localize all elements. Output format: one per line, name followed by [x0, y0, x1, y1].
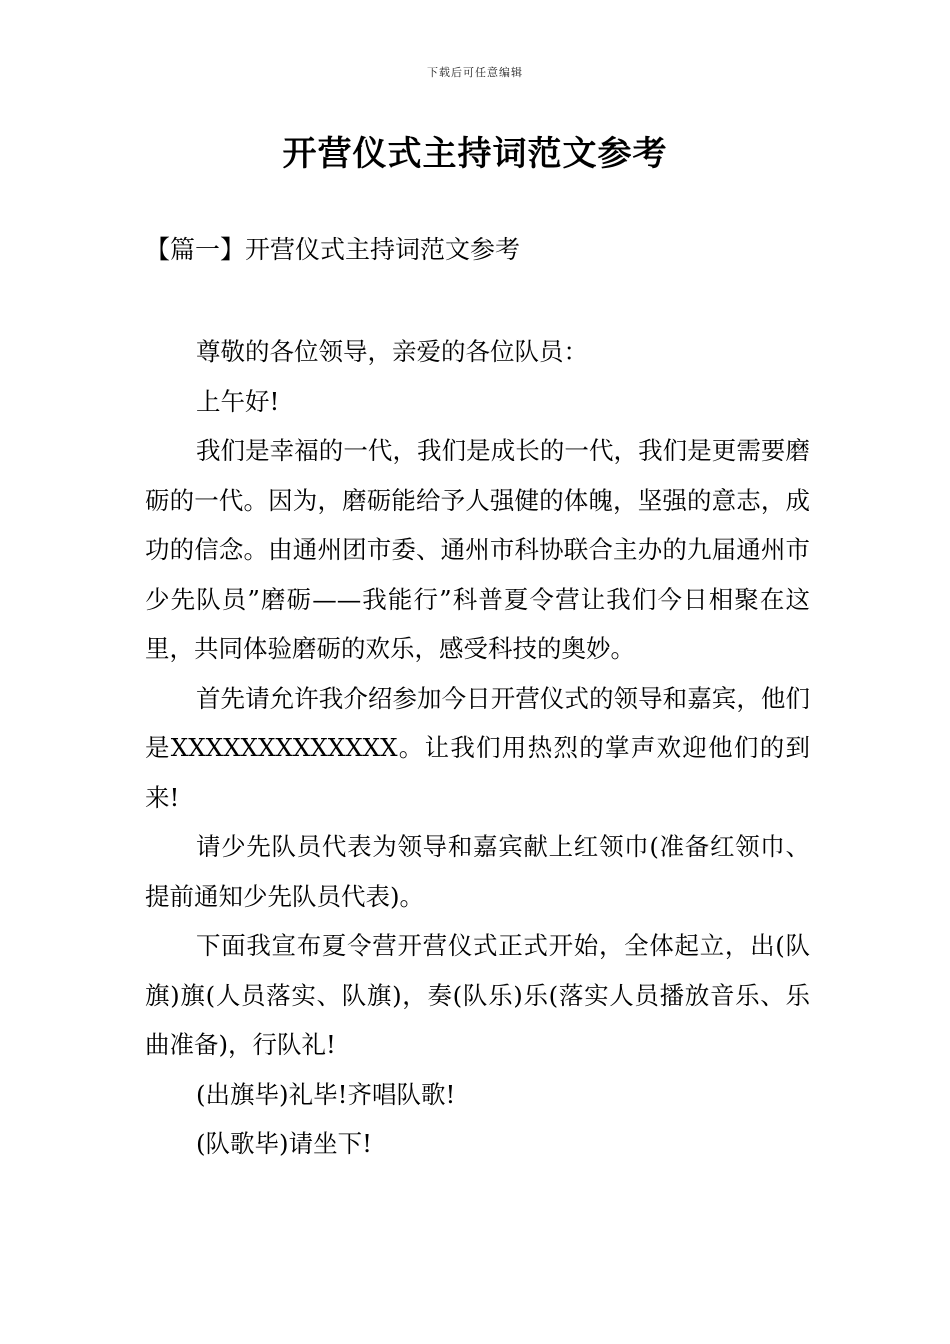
document-title: 开营仪式主持词范文参考 [282, 134, 668, 174]
document-body [145, 327, 810, 1169]
paragraph-guests: 首先请允许我介绍参加今日开营仪式的领导和嘉宾，他们是XXXXXXXXXXXXX。让我们用热烈的掌声欢迎他们的到来! [145, 683, 810, 812]
paragraph-red-scarf: 请少先队员代表为领导和嘉宾献上红领巾(准备红领巾、提前通知少先队员代表)。 [145, 832, 810, 911]
paragraph-intro: 我们是幸福的一代，我们是成长的一代，我们是更需要磨砺的一代。因为，磨砺能给予人强健的体魄，坚强的意志，成功的信念。由通州团市委、通州市科协联合主办的九届通州市少先队员”磨砺——我能行”科普夏令营让我们今日相聚在这里，共同体验磨砺的欢乐，感受科技的奥妙。 [145, 436, 810, 663]
paragraph-greeting: 上午好! [196, 386, 280, 416]
section-heading: 【篇一】开营仪式主持词范文参考 [145, 235, 521, 264]
paragraph-sit-down: (队歌毕)请坐下! [196, 1129, 372, 1158]
header-note: 下载后可任意编辑 [427, 66, 523, 79]
paragraph-salutation: 尊敬的各位领导，亲爱的各位队员： [196, 337, 588, 366]
paragraph-anthem: (出旗毕)礼毕!齐唱队歌! [196, 1079, 456, 1109]
paragraph-opening: 下面我宣布夏令营开营仪式正式开始，全体起立，出(队旗)旗(人员落实、队旗)，奏(队乐)乐(落实人员播放音乐、乐曲准备)，行队礼! [145, 931, 810, 1059]
